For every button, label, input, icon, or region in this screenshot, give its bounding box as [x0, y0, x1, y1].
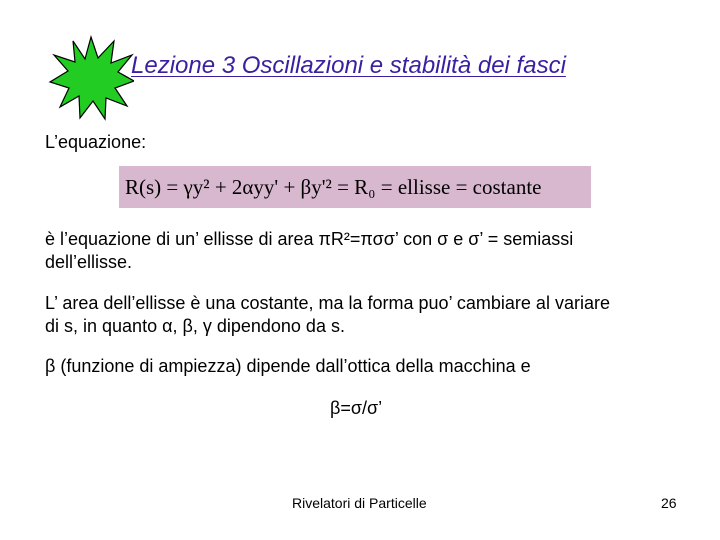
beta-formula: β=σ/σ’: [330, 398, 383, 418]
paragraph-2-line-2: di s, in quanto α, β, γ dipendono da s.: [45, 316, 345, 336]
paragraph-1-line-1: è l’equazione di un’ ellisse di area πR²=πσσ’ con σ e σ’ = semiassi: [45, 229, 574, 249]
slide-title: Lezione 3 Oscillazioni e stabilità dei fasci: [131, 52, 566, 79]
paragraph-2-line-1: L’ area dell’ellisse è una costante, ma la forma puo’ cambiare al variare: [45, 293, 610, 313]
paragraph-3: β (funzione di ampiezza) dipende dall’ottica della macchina e: [45, 356, 531, 376]
intro-text: L’equazione:: [45, 132, 147, 152]
green-star-icon: [48, 35, 134, 121]
page-number: 26: [661, 495, 677, 511]
footer-text: Rivelatori di Particelle: [292, 495, 427, 511]
equation-text: R(s) = γy² + 2αyy' + βy'² = R₀ = ellisse = costante: [125, 174, 542, 199]
paragraph-1-line-2: dell’ellisse.: [45, 252, 133, 272]
equation-box: [119, 166, 591, 208]
